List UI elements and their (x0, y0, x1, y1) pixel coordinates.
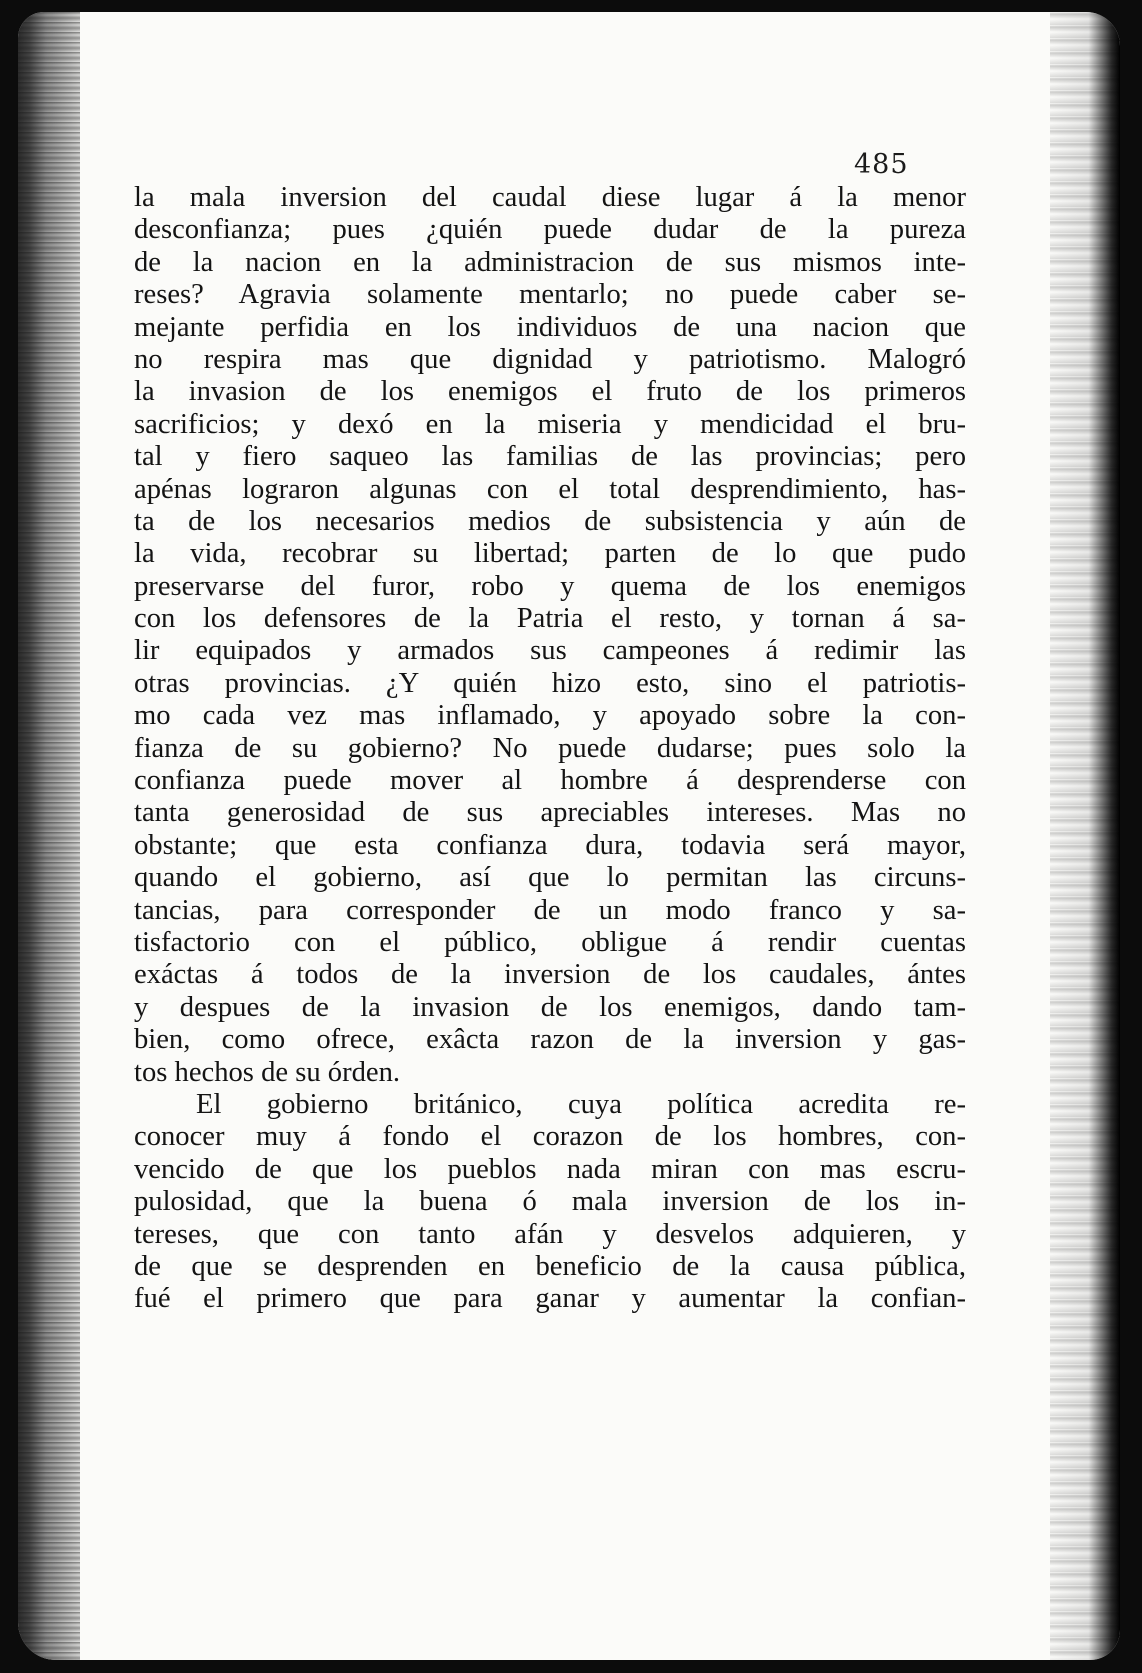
text-line: y despues de la invasion de los enemigos, dando tam- (134, 991, 966, 1023)
text-line: pulosidad, que la buena ó mala inversion de los in- (134, 1186, 966, 1218)
text-line: apénas lograron algunas con el total desprendimiento, has- (134, 473, 966, 505)
text-line: tisfactorio con el público, obligue á rendir cuentas (134, 926, 966, 958)
text-line: quando el gobierno, así que lo permitan las circuns- (134, 862, 966, 894)
text-line: preservarse del furor, robo y quema de los enemigos (134, 570, 966, 602)
text-line: la mala inversion del caudal diese lugar á la menor (134, 182, 966, 213)
text-line: la invasion de los enemigos el fruto de los primeros (134, 376, 966, 408)
text-line: tal y fiero saqueo las familias de las provincias; pero (134, 441, 966, 473)
text-line: sacrificios; y dexó en la miseria y mendicidad el bru- (134, 408, 966, 440)
text-line: mejante perfidia en los individuos de una nacion que (134, 311, 966, 343)
text-line: bien, como ofrece, exâcta razon de la inversion y gas- (134, 1024, 966, 1056)
text-line: confianza puede mover al hombre á desprenderse con (134, 765, 966, 797)
text-line: no respira mas que dignidad y patriotismo. Malogró (134, 343, 966, 375)
text-line: con los defensores de la Patria el resto, y tornan á sa- (134, 603, 966, 635)
text-line: tancias, para corresponder de un modo franco y sa- (134, 894, 966, 926)
text-line: vencido de que los pueblos nada miran con mas escru- (134, 1153, 966, 1185)
text-line: lir equipados y armados sus campeones á redimir las (134, 635, 966, 667)
text-line: la vida, recobrar su libertad; parten de lo que pudo (134, 538, 966, 570)
body-text (134, 182, 966, 1316)
text-line: tos hechos de su órden. (134, 1056, 401, 1088)
text-line: obstante; que esta confianza dura, todavia será mayor, (134, 829, 966, 861)
text-line: conocer muy á fondo el corazon de los hombres, con- (134, 1121, 966, 1153)
text-line: tereses, que con tanto afán y desvelos adquieren, y (134, 1218, 966, 1250)
text-line: de que se desprenden en beneficio de la causa pública, (134, 1250, 966, 1282)
text-line: de la nacion en la administracion de sus mismos inte- (134, 246, 966, 278)
book-page (18, 12, 1120, 1660)
page-number: 485 (854, 149, 909, 180)
text-line: otras provincias. ¿Y quién hizo esto, sino el patriotis- (134, 667, 966, 699)
text-line: exáctas á todos de la inversion de los caudales, ántes (134, 959, 966, 991)
text-line: reses? Agravia solamente mentarlo; no puede caber se- (134, 279, 966, 311)
binding-shadow (18, 12, 80, 1660)
text-line: ta de los necesarios medios de subsistencia y aún de (134, 505, 966, 537)
text-line: tanta generosidad de sus apreciables intereses. Mas no (134, 797, 966, 829)
text-line: mo cada vez mas inflamado, y apoyado sobre la con- (134, 700, 966, 732)
text-line: fianza de su gobierno? No puede dudarse; pues solo la (134, 732, 966, 764)
text-line: desconfianza; pues ¿quién puede dudar de la pureza (134, 214, 966, 246)
text-line: fué el primero que para ganar y aumentar la confian- (134, 1283, 966, 1315)
page-edge-shadow (1050, 12, 1120, 1660)
paragraph-start-line: El gobierno británico, cuya política acredita re- (196, 1088, 966, 1120)
